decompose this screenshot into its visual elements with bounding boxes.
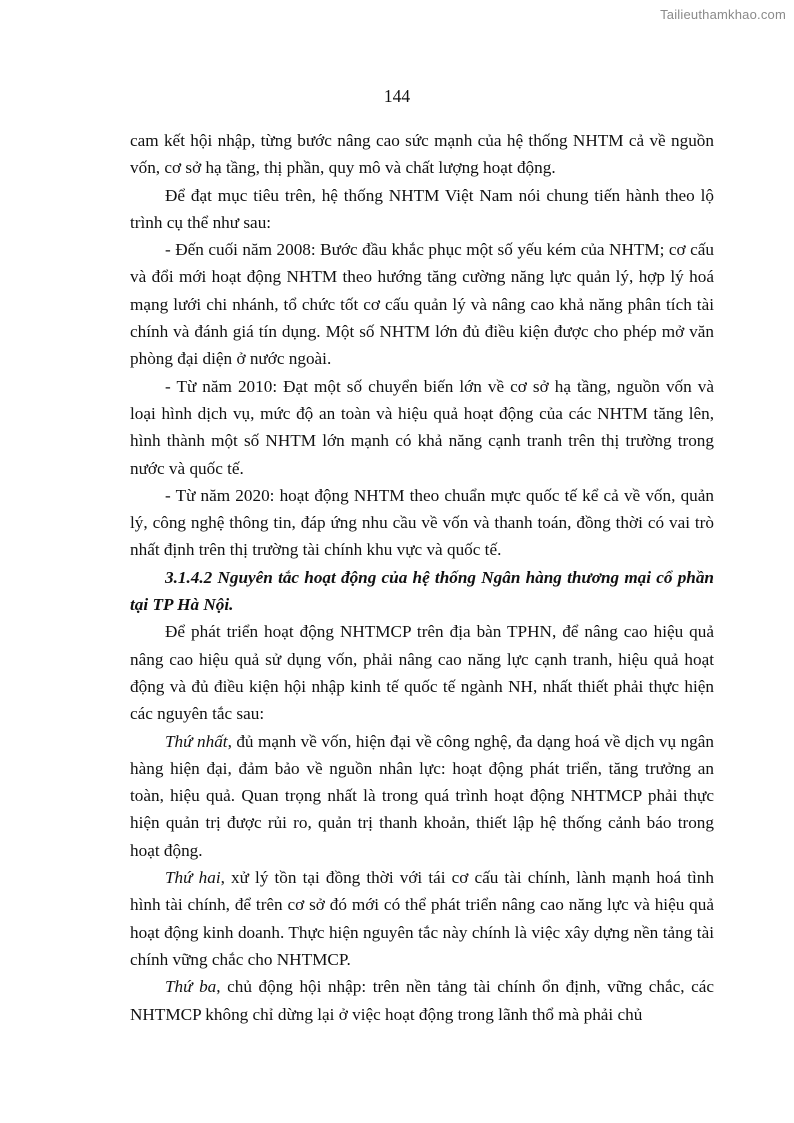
page-number: 144 xyxy=(383,86,411,106)
paragraph-principles-intro: Để phát triển hoạt động NHTMCP trên địa bàn TPHN, để nâng cao hiệu quả nâng cao hiệu quả sử dụng vốn, phải nâng cao năng lực cạnh tranh, hiệu quả hoạt động và đủ điều kiện hội nhập kinh tế quốc tế ngành NH, nhất thiết phải thực hiện các nguyên tắc sau: xyxy=(130,622,714,724)
principle-second-lead: Thứ hai xyxy=(165,868,221,888)
paragraph-principle-second xyxy=(130,864,714,973)
document-body xyxy=(130,127,714,1028)
principle-third-text: , chủ động hội nhập: trên nền tảng tài chính ổn định, vững chắc, các NHTMCP không chỉ dừng lại ở việc hoạt động trong lãnh thổ mà phải chủ xyxy=(130,977,714,1024)
paragraph-principle-first xyxy=(130,728,714,864)
watermark: Tailieuthamkhao.com xyxy=(660,7,786,22)
paragraph-roadmap-2008: - Đến cuối năm 2008: Bước đầu khắc phục một số yếu kém của NHTM; cơ cấu và đổi mới hoạt động NHTM theo hướng tăng cường năng lực quản lý, hợp lý hoá mạng lưới chi nhánh, tổ chức tốt cơ cấu quản lý và nâng cao khả năng phân tích tài chính và đánh giá tín dụng. Một số NHTM lớn đủ điều kiện được cho phép mở văn phòng đại diện ở nước ngoài. xyxy=(130,240,714,369)
section-heading: 3.1.4.2 Nguyên tắc hoạt động của hệ thống Ngân hàng thương mại cổ phần tại TP Hà Nội. xyxy=(130,567,714,615)
principle-first-text: , đủ mạnh về vốn, hiện đại về công nghệ, đa dạng hoá về dịch vụ ngân hàng hiện đại, đảm bảo về nguồn nhân lực: hoạt động phát triển, tăng trưởng an toàn, hiệu quả. Quan trọng nhất là trong quá trình hoạt động NHTMCP phải thực hiện quản trị được rủi ro, quản trị thanh khoản, thiết lập hệ thống cảnh báo trong hoạt động. xyxy=(130,731,714,860)
principle-first-lead: Thứ nhất xyxy=(165,731,228,751)
paragraph-roadmap-intro: Để đạt mục tiêu trên, hệ thống NHTM Việt Nam nói chung tiến hành theo lộ trình cụ thể như sau: xyxy=(130,185,714,232)
principle-third-lead: Thứ ba xyxy=(165,977,217,997)
paragraph-principle-third xyxy=(130,973,714,1028)
principle-second-text: , xử lý tồn tại đồng thời với tái cơ cấu tài chính, lành mạnh hoá tình hình tài chính, để trên cơ sở đó mới có thể phát triển nâng cao năng lực và hiệu quả hoạt động kinh doanh. Thực hiện nguyên tắc này chính là việc xây dựng nền tảng tài chính vững chắc cho NHTMCP. xyxy=(130,868,714,969)
paragraph-roadmap-2020: - Từ năm 2020: hoạt động NHTM theo chuẩn mực quốc tế kể cả về vốn, quản lý, công nghệ thông tin, đáp ứng nhu cầu về vốn và thanh toán, đồng thời có vai trò nhất định trên thị trường tài chính khu vực và quốc tế. xyxy=(130,485,714,560)
paragraph-roadmap-2010: - Từ năm 2010: Đạt một số chuyển biến lớn về cơ sở hạ tầng, nguồn vốn và loại hình dịch vụ, mức độ an toàn và hiệu quả hoạt động của các NHTM tăng lên, hình thành một số NHTM lớn mạnh có khả năng cạnh tranh trên thị trường trong nước và quốc tế. xyxy=(130,376,714,478)
paragraph-continuation: cam kết hội nhập, từng bước nâng cao sức mạnh của hệ thống NHTM cả về nguồn vốn, cơ sở hạ tầng, thị phần, quy mô và chất lượng hoạt động. xyxy=(130,131,714,178)
